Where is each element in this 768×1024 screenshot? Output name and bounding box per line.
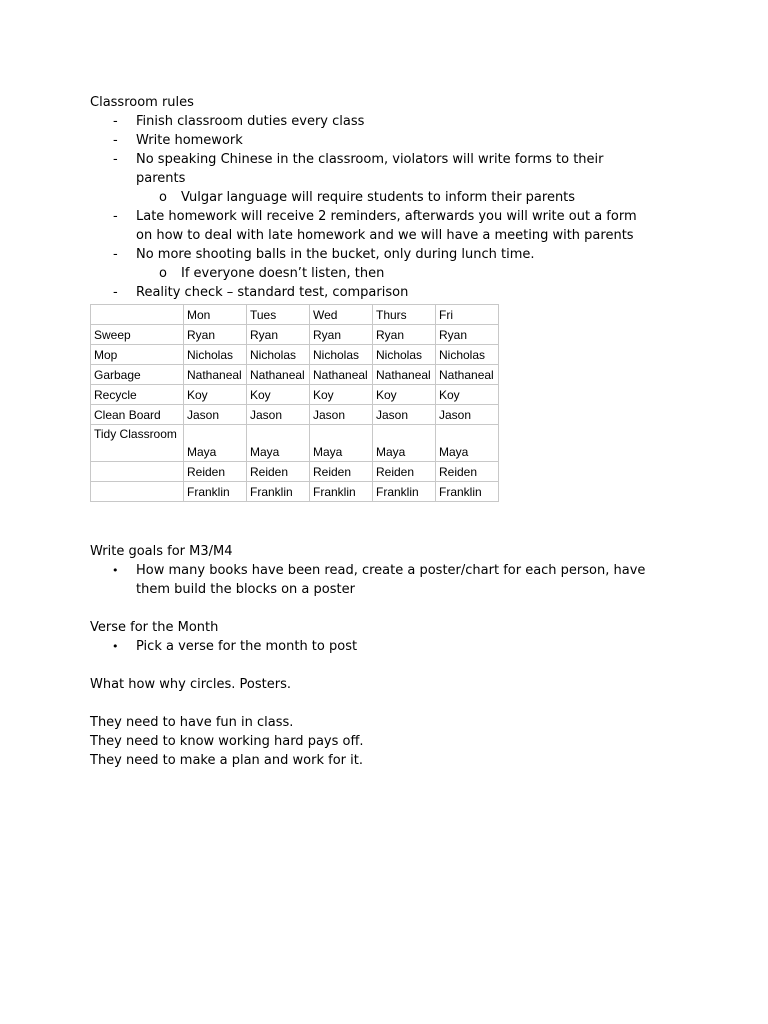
rule-text: Reality check – standard test, comparison: [136, 285, 409, 300]
rule-item: [90, 112, 650, 131]
task-cell: Clean Board: [91, 405, 184, 425]
name-cell: Nicholas: [373, 345, 436, 365]
task-cell: Recycle: [91, 385, 184, 405]
rule-item: [90, 207, 650, 245]
name-cell: Jason: [184, 405, 247, 425]
name-cell: Koy: [184, 385, 247, 405]
day-header-cell: Thurs: [373, 305, 436, 325]
name-cell: Reiden: [373, 462, 436, 482]
classroom-rules-heading: Classroom rules: [90, 95, 194, 110]
day-header-cell: Tues: [247, 305, 310, 325]
day-header-cell: Fri: [436, 305, 499, 325]
task-cell: [91, 482, 184, 502]
classroom-rules-section: [90, 93, 650, 302]
name-cell: Reiden: [184, 462, 247, 482]
circles-note: [90, 675, 291, 694]
duty-schedule-table: [90, 304, 499, 502]
name-cell: Nicholas: [436, 345, 499, 365]
name-cell: Franklin: [373, 482, 436, 502]
name-cell: Reiden: [310, 462, 373, 482]
dash-marker: -: [113, 114, 118, 129]
task-cell: Tidy Classroom: [91, 425, 184, 462]
sub-rule-item: [136, 264, 650, 283]
task-cell: Sweep: [91, 325, 184, 345]
name-cell: Koy: [310, 385, 373, 405]
task-cell: Mop: [91, 345, 184, 365]
bullet-marker: •: [112, 564, 119, 577]
sub-rule-item: [136, 188, 650, 207]
name-cell: Nathaneal: [247, 365, 310, 385]
name-cell: Reiden: [247, 462, 310, 482]
goal-text: How many books have been read, create a poster/chart for each person, have them build the blocks on a poster: [136, 563, 646, 597]
table-row: [91, 425, 499, 462]
verse-item: [90, 637, 650, 656]
name-cell: Jason: [373, 405, 436, 425]
goals-list: [90, 561, 650, 599]
name-cell: Franklin: [436, 482, 499, 502]
name-cell: Nathaneal: [373, 365, 436, 385]
dash-marker: -: [113, 285, 118, 300]
name-cell: Maya: [373, 425, 436, 462]
table-row: [91, 405, 499, 425]
rule-item: [90, 150, 650, 207]
verse-heading: Verse for the Month: [90, 620, 219, 635]
name-cell: Nicholas: [247, 345, 310, 365]
need-line: They need to know working hard pays off.: [90, 734, 364, 749]
name-cell: Ryan: [436, 325, 499, 345]
task-cell: [91, 462, 184, 482]
name-cell: Ryan: [184, 325, 247, 345]
table-corner-cell: [91, 305, 184, 325]
day-header-cell: Wed: [310, 305, 373, 325]
verse-text: Pick a verse for the month to post: [136, 639, 358, 654]
name-cell: Koy: [247, 385, 310, 405]
rule-text: Late homework will receive 2 reminders, afterwards you will write out a form on how to deal with late homework and we will have a meeting with parents: [136, 209, 637, 243]
goals-heading: Write goals for M3/M4: [90, 544, 233, 559]
rule-text: Finish classroom duties every class: [136, 114, 365, 129]
name-cell: Jason: [247, 405, 310, 425]
table-row: [91, 345, 499, 365]
name-cell: Franklin: [310, 482, 373, 502]
rule-text: No speaking Chinese in the classroom, violators will write forms to their parents: [136, 152, 604, 186]
table-row: [91, 365, 499, 385]
name-cell: Ryan: [310, 325, 373, 345]
name-cell: Maya: [184, 425, 247, 462]
name-cell: Jason: [436, 405, 499, 425]
goal-item: [90, 561, 650, 599]
rule-text: Write homework: [136, 133, 243, 148]
need-line: They need to make a plan and work for it.: [90, 753, 363, 768]
table-header-row: [91, 305, 499, 325]
dash-marker: -: [113, 133, 118, 148]
rules-list: [90, 112, 650, 302]
need-line: They need to have fun in class.: [90, 715, 294, 730]
sub-rule-text: If everyone doesn’t listen, then: [181, 266, 385, 281]
rule-item: [90, 245, 650, 283]
rule-item: [90, 283, 650, 302]
name-cell: Nicholas: [184, 345, 247, 365]
task-cell: Garbage: [91, 365, 184, 385]
name-cell: Franklin: [184, 482, 247, 502]
rule-text: No more shooting balls in the bucket, only during lunch time.: [136, 247, 535, 262]
dash-marker: -: [113, 247, 118, 262]
rule-item: [90, 131, 650, 150]
needs-section: [90, 713, 364, 770]
name-cell: Maya: [436, 425, 499, 462]
dash-marker: -: [113, 152, 118, 167]
name-cell: Maya: [247, 425, 310, 462]
verse-list: [90, 637, 650, 656]
dash-marker: -: [113, 209, 118, 224]
name-cell: Nathaneal: [436, 365, 499, 385]
name-cell: Koy: [373, 385, 436, 405]
name-cell: Reiden: [436, 462, 499, 482]
name-cell: Nathaneal: [310, 365, 373, 385]
name-cell: Ryan: [373, 325, 436, 345]
name-cell: Nicholas: [310, 345, 373, 365]
name-cell: Franklin: [247, 482, 310, 502]
circle-marker: o: [159, 190, 167, 205]
circle-marker: o: [159, 266, 167, 281]
sub-rule-list: [136, 264, 650, 283]
name-cell: Maya: [310, 425, 373, 462]
table-row: [91, 325, 499, 345]
name-cell: Nathaneal: [184, 365, 247, 385]
day-header-cell: Mon: [184, 305, 247, 325]
verse-section: [90, 618, 650, 656]
goals-section: [90, 542, 650, 599]
sub-rule-list: [136, 188, 650, 207]
table-row: [91, 385, 499, 405]
table-row: [91, 482, 499, 502]
sub-rule-text: Vulgar language will require students to inform their parents: [181, 190, 576, 205]
circles-text: What how why circles. Posters.: [90, 677, 292, 692]
name-cell: Koy: [436, 385, 499, 405]
name-cell: Jason: [310, 405, 373, 425]
name-cell: Ryan: [247, 325, 310, 345]
bullet-marker: •: [112, 640, 119, 653]
table-row: [91, 462, 499, 482]
